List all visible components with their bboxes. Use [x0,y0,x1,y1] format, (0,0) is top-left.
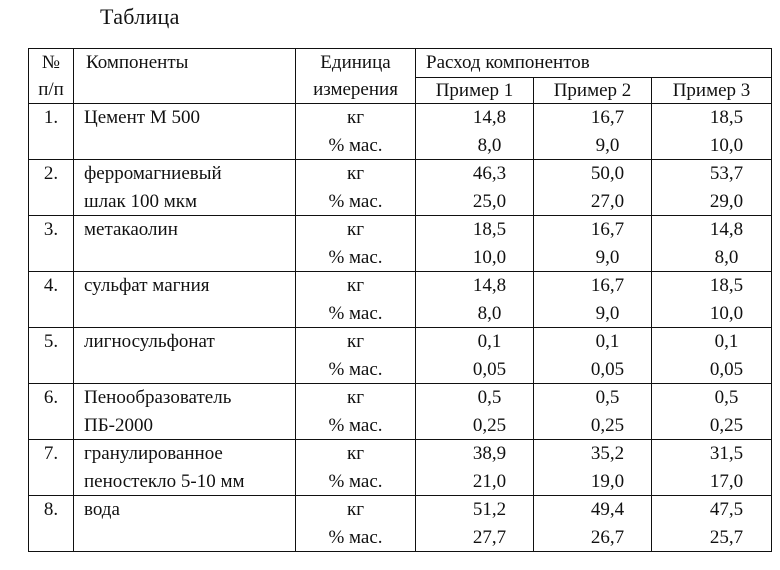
component-name-line: ферромагниевый [84,163,222,184]
header-number [29,49,74,104]
example-1-value-line: 25,0 [472,190,507,212]
example-3-value-line: 53,7 [709,163,744,184]
unit-cell-line: % мас. [328,358,383,380]
example-1-value-line: 0,05 [472,358,507,380]
unit-cell-line: % мас. [328,302,383,324]
unit-cell-line: кг [346,499,365,520]
example-2-value-line: 35,2 [590,443,625,464]
example-1-value [416,496,534,552]
table-caption: Таблица [100,4,180,29]
unit-cell-line: кг [346,163,365,184]
row-number: 4. [29,272,74,328]
example-2-value [534,104,652,160]
example-1-value [416,272,534,328]
example-3-value-line: 10,0 [709,134,744,156]
unit-cell-line: % мас. [328,246,383,268]
example-2-value-line: 9,0 [595,134,620,156]
example-2-value-line: 49,4 [590,499,625,520]
component-name-line: ПБ-2000 [84,414,153,436]
example-2-value-line: 0,05 [590,358,625,380]
header-example-3: Пример 3 [652,77,772,103]
example-3-value-line: 29,0 [709,190,744,212]
unit-cell [296,440,416,496]
header-unit-line1: Единица [320,52,391,73]
unit-cell [296,104,416,160]
component-name-line: вода [84,499,120,520]
example-1-value-line: 51,2 [472,499,507,520]
example-1-value-line: 8,0 [477,134,502,156]
example-3-value-line: 31,5 [709,443,744,464]
example-3-value [652,384,772,440]
example-2-value-line: 16,7 [590,107,625,128]
example-1-value [416,328,534,384]
example-3-value-line: 0,25 [709,414,744,436]
row-number: 3. [29,216,74,272]
table-row [29,160,772,216]
example-3-value [652,496,772,552]
example-3-value [652,104,772,160]
table-row [29,328,772,384]
example-3-value-line: 0,05 [709,358,744,380]
example-3-value [652,440,772,496]
example-2-value-line: 26,7 [590,526,625,548]
example-2-value [534,272,652,328]
row-number: 2. [29,160,74,216]
header-unit-line2: измерения [313,79,398,100]
header-unit [296,49,416,104]
table-row [29,104,772,160]
example-2-value [534,160,652,216]
example-1-value-line: 21,0 [472,470,507,492]
header-component: Компоненты [74,49,296,104]
example-1-value [416,104,534,160]
example-2-value-line: 0,1 [595,331,620,352]
unit-cell-line: % мас. [328,190,383,212]
example-1-value-line: 8,0 [477,302,502,324]
component-name-line: шлак 100 мкм [84,190,198,212]
example-1-value [416,384,534,440]
example-1-value-line: 0,25 [472,414,507,436]
example-1-value-line: 10,0 [472,246,507,268]
example-3-value-line: 25,7 [709,526,744,548]
component-name-line: Пенообразователь [84,387,232,408]
example-1-value-line: 46,3 [472,163,507,184]
example-1-value-line: 27,7 [472,526,507,548]
unit-cell [296,328,416,384]
unit-cell [296,160,416,216]
example-1-value [416,160,534,216]
example-3-value [652,216,772,272]
unit-cell-line: кг [346,107,365,128]
unit-cell-line: кг [346,331,365,352]
unit-cell-line: кг [346,387,365,408]
unit-cell-line: % мас. [328,526,383,548]
example-2-value-line: 0,25 [590,414,625,436]
component-name-line [84,356,295,384]
table-row [29,440,772,496]
header-number-line2: п/п [38,79,64,100]
example-1-value-line: 14,8 [472,107,507,128]
table-row [29,384,772,440]
example-3-value-line: 47,5 [709,499,744,520]
unit-cell-line: кг [346,443,365,464]
unit-cell [296,496,416,552]
unit-cell [296,272,416,328]
row-number: 5. [29,328,74,384]
component-name [74,272,296,328]
component-name [74,384,296,440]
example-2-value-line: 27,0 [590,190,625,212]
unit-cell [296,384,416,440]
header-example-1: Пример 1 [416,77,534,103]
example-2-value-line: 16,7 [590,275,625,296]
example-2-value [534,440,652,496]
component-name [74,496,296,552]
component-name [74,216,296,272]
row-number: 6. [29,384,74,440]
example-3-value-line: 18,5 [709,107,744,128]
table-row [29,216,772,272]
example-1-value-line: 14,8 [472,275,507,296]
row-number: 7. [29,440,74,496]
component-name-line: метакаолин [84,219,178,240]
example-3-value-line: 17,0 [709,470,744,492]
example-2-value [534,216,652,272]
example-3-value [652,160,772,216]
component-name-line: сульфат магния [84,275,210,296]
example-2-value [534,328,652,384]
component-name-line: Цемент М 500 [84,107,200,128]
example-3-value-line: 14,8 [709,219,744,240]
component-name-line [84,524,295,552]
component-name-line: лигносульфонат [84,331,215,352]
example-2-value [534,496,652,552]
example-3-value [652,272,772,328]
example-1-value-line: 38,9 [472,443,507,464]
header-consumption: Расход компонентов [416,49,772,78]
components-table [28,48,772,552]
unit-cell-line: % мас. [328,470,383,492]
unit-cell-line: кг [346,275,365,296]
header-number-line1: № [41,52,61,73]
example-3-value-line: 0,5 [714,387,739,408]
example-2-value-line: 0,5 [595,387,620,408]
example-1-value-line: 18,5 [472,219,507,240]
header-row [29,49,772,78]
example-2-value-line: 9,0 [595,246,620,268]
example-1-value-line: 0,5 [477,387,502,408]
unit-cell-line: % мас. [328,414,383,436]
unit-cell-line: % мас. [328,134,383,156]
example-2-value-line: 16,7 [590,219,625,240]
example-1-value-line: 0,1 [477,331,502,352]
example-3-value-line: 10,0 [709,302,744,324]
example-3-value-line: 8,0 [714,246,739,268]
example-1-value [416,216,534,272]
component-name [74,328,296,384]
component-name-line: гранулированное [84,443,223,464]
component-name-line [84,300,295,328]
component-name-line [84,244,295,272]
table-row [29,496,772,552]
component-name [74,104,296,160]
row-number: 1. [29,104,74,160]
table-row [29,272,772,328]
example-2-value-line: 19,0 [590,470,625,492]
header-example-2: Пример 2 [534,77,652,103]
example-2-value-line: 50,0 [590,163,625,184]
row-number: 8. [29,496,74,552]
unit-cell [296,216,416,272]
example-2-value [534,384,652,440]
example-2-value-line: 9,0 [595,302,620,324]
component-name-line [84,132,295,160]
component-name [74,440,296,496]
unit-cell-line: кг [346,219,365,240]
component-name-line: пеностекло 5-10 мм [84,470,245,492]
example-3-value-line: 18,5 [709,275,744,296]
example-1-value [416,440,534,496]
example-3-value [652,328,772,384]
component-name [74,160,296,216]
example-3-value-line: 0,1 [714,331,739,352]
